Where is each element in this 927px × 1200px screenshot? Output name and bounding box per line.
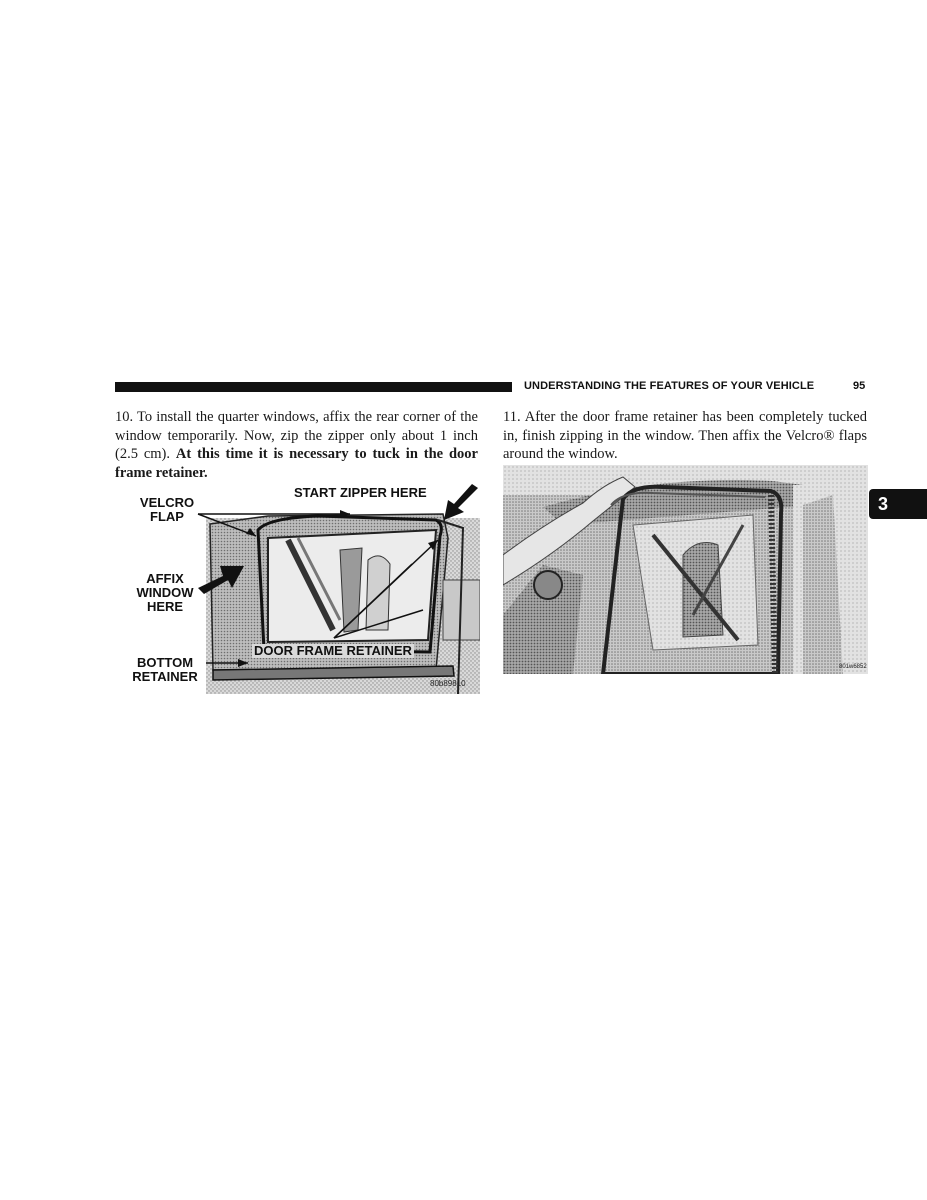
- chapter-tab-number: 3: [878, 494, 889, 514]
- chapter-tab: [869, 489, 927, 519]
- label-affix-window-text: AFFIX WINDOW HERE: [136, 571, 194, 614]
- window-zipping-photo: [503, 465, 868, 674]
- quarter-window-illustration: [118, 480, 480, 694]
- figure-code-right: 801w6852: [839, 664, 867, 670]
- label-velcro-flap-text: VELCRO FLAP: [139, 495, 195, 524]
- label-bottom-retainer-text: BOTTOM RETAINER: [132, 655, 198, 684]
- header-rule: [115, 382, 512, 392]
- step-11-paragraph: 11. After the door frame retainer has been completely tucked in, finish zipping in the window. Then affix the Velcro® flaps around the window.: [503, 409, 867, 462]
- window-zipping-drawing: [503, 465, 868, 674]
- label-velcro-flap: [134, 496, 200, 524]
- page-number: 95: [853, 380, 866, 392]
- step-10-paragraph: [115, 408, 478, 482]
- section-header-title: UNDERSTANDING THE FEATURES OF YOUR VEHICLE: [524, 380, 815, 392]
- figure-code-left: 80b89810: [430, 679, 466, 688]
- label-start-zipper: START ZIPPER HERE: [294, 485, 427, 500]
- label-door-frame-retainer: DOOR FRAME RETAINER: [254, 643, 412, 658]
- label-affix-window: [130, 572, 200, 614]
- step-10-bold-text: At this time it is necessary to tuck in the door frame retainer.: [115, 446, 478, 481]
- step-10-text: 10. To install the quarter windows, affix the rear corner of the window temporarily. Now, zip the zipper only about 1 inch (2.5 cm).: [115, 409, 478, 462]
- label-bottom-retainer: [128, 656, 202, 684]
